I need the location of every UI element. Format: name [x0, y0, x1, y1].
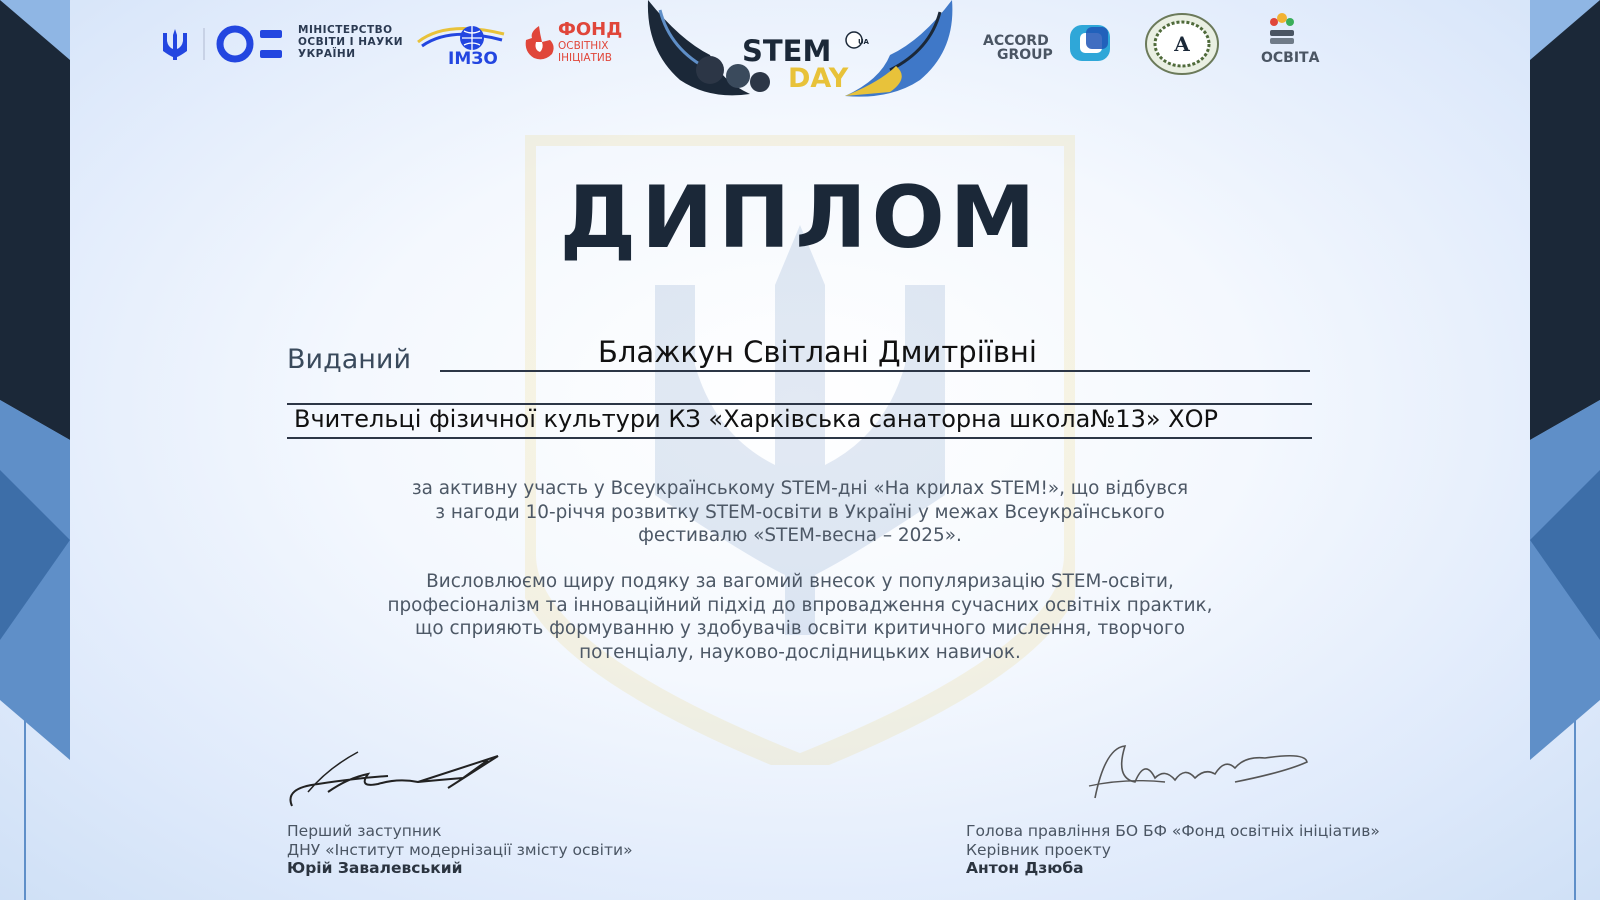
left-decoration [0, 0, 160, 900]
right-signatory: Голова правління БО БФ «Фонд освітніх ініціатив» Керівник проекту Антон Дзюба [966, 822, 1380, 877]
trident-icon [161, 27, 189, 61]
stem-logo-text: STEM [742, 34, 832, 68]
ministry-logo-mark [216, 25, 286, 63]
fond-logo-mark [522, 22, 556, 62]
recipient-position: Вчительці фізичної культури КЗ «Харківська санаторна школа№13» ХОР [294, 405, 1218, 433]
osvita-logo-mark [1265, 10, 1299, 50]
left-signatory: Перший заступник ДНУ «Інститут модернізації змісту освіти» Юрій Завалевський [287, 822, 633, 877]
accord-logo-text: ACCORD GROUP [983, 33, 1053, 63]
left-signature [288, 748, 513, 812]
fond-logo-text: ФОНД ОСВІТНІХ ІНІЦІАТИВ [558, 19, 623, 64]
seal-letter: А [1173, 32, 1191, 56]
recipient-name: Блажкун Світлані Дмитріївні [598, 335, 1037, 369]
day-logo-text: DAY [788, 63, 849, 94]
right-decoration [1440, 0, 1600, 900]
school-seal-logo [1144, 12, 1220, 76]
logos-row [0, 0, 1600, 110]
diploma-title: ДИПЛОМ [559, 168, 1041, 268]
issued-label: Виданий [287, 344, 412, 375]
gratitude-text: Висловлюємо щиру подяку за вагомий внесок у популяризацію STEM-освіти, професіоналізм та інноваційний підхід до впровадження сучасних освітніх практик, що сприяють формуванню у здобувачів освіти критичного мислення, творчого потенціалу, науково-дослідницьких навичок. [387, 571, 1213, 663]
accord-logo-mark [1068, 23, 1112, 63]
imzo-logo-text: ІМЗО [448, 49, 498, 69]
right-signature [1085, 738, 1315, 812]
logo-divider [203, 28, 205, 60]
participation-text: за активну участь у Всеукраїнському STEM-дні «На крилах STEM!», що відбувся з нагоди 10-річчя розвитку STEM-освіти в Україні у межах Всеукраїнського фестивалю «STEM-весна – 2025». [411, 478, 1189, 546]
ministry-logo-text: МІНІСТЕРСТВО ОСВІТИ І НАУКИ УКРАЇНИ [298, 24, 404, 60]
stem-ua-badge: UA [858, 38, 869, 46]
osvita-logo-text: ОСВІТА [1261, 50, 1320, 66]
position-bottom-line [287, 437, 1312, 439]
recipient-underline [440, 370, 1310, 372]
